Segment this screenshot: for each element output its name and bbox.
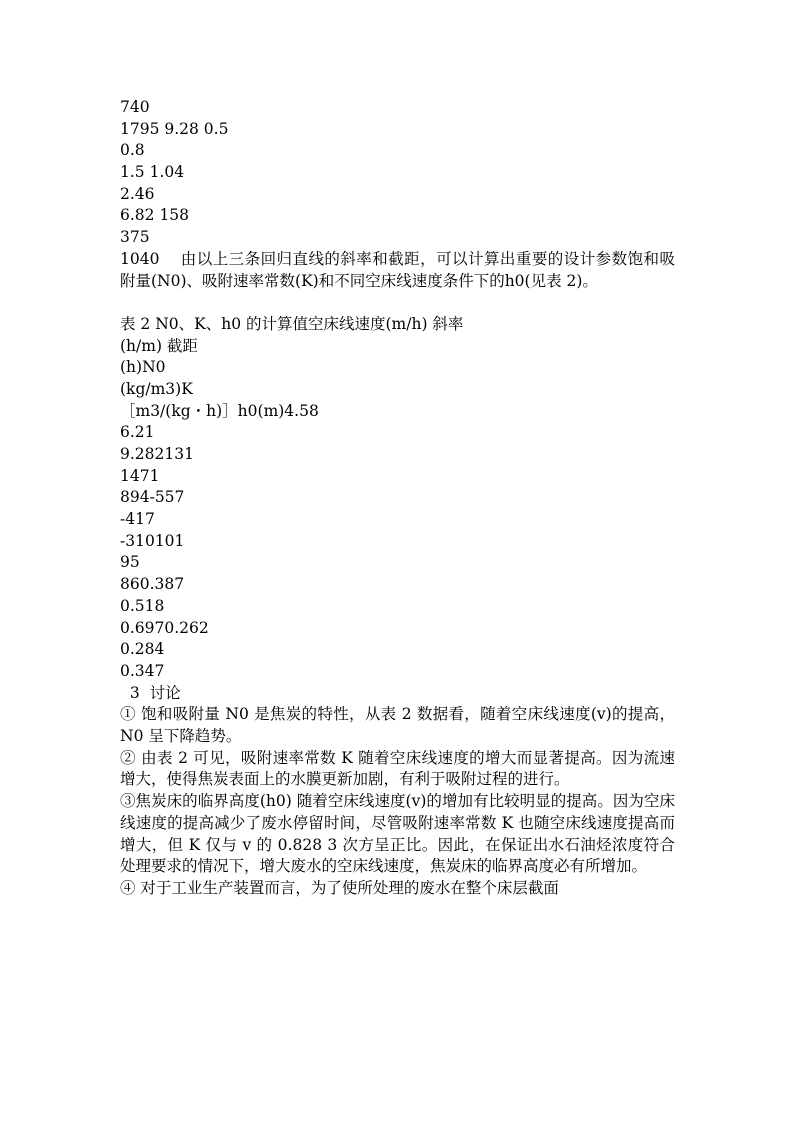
discussion-item-3: ③焦炭床的临界高度(h0) 随着空床线速度(v)的增加有比较明显的提高。因为空床线速度的提高减少了废水停留时间，尽管吸附速率常数 K 也随空床线速度提高而增大，但 K 仅与 v 的 0.828 3 次方呈正比。因此，在保证出水石油烃浓度符合处理要求的情况下，增大废水的空床线速度，焦炭床的临界高度必有所增加。 [120,792,675,876]
table-text-line: 1471 [120,466,160,485]
table-text-line: (h/m) 截距 [120,336,198,355]
text-line: 6.82 158 [120,206,190,225]
text-line: 0.8 [120,141,145,160]
table-text-line: 6.21 [120,423,155,442]
blank-line [120,292,675,314]
text-line: 1795 9.28 0.5 [120,119,229,138]
text-line: 740 [120,98,150,116]
discussion-item-4: ④ 对于工业生产装置而言，为了使所处理的废水在整个床层截面 [120,878,559,897]
table-text-line: 860.387 [120,575,185,594]
intro-paragraph: 1040 由以上三条回归直线的斜率和截距，可以计算出重要的设计参数饱和吸附量(N0)、吸附速率常数(K)和不同空床线速度条件下的h0(见表 2)。 [120,249,675,290]
table-text-line: 0.284 [120,640,165,659]
table-text-line: 95 [120,553,140,572]
table-text-line: 9.282131 [120,445,194,464]
table-text-line: ［m3/(kg・h)］h0(m)4.58 [120,401,319,420]
table-text-line: (h)N0 [120,358,166,377]
table-text-line: 0.518 [120,596,165,615]
table-text-line: -310101 [120,531,185,550]
table-text-line: 0.347 [120,661,165,680]
discussion-item-1: ① 饱和吸附量 N0 是焦炭的特性，从表 2 数据看，随着空床线速度(v)的提高，N0 呈下降趋势。 [120,705,675,745]
section-heading: 3 讨论 [120,683,181,702]
table-text-line: 0.6970.262 [120,618,209,637]
discussion-item-2: ② 由表 2 可见，吸附速率常数 K 随着空床线速度的增大而显著提高。因为流速增大，使得焦炭表面上的水膜更新加剧，有利于吸附过程的进行。 [120,748,675,789]
table-text-line: 894-557 [120,488,185,507]
table-caption: 表 2 N0、K、h0 的计算值空床线速度(m/h) 斜率 [120,314,464,333]
document-page [120,97,675,900]
text-line: 1.5 1.04 [120,163,185,182]
text-line: 2.46 [120,184,155,203]
text-line: 375 [120,228,150,247]
table-text-line: -417 [120,510,155,529]
table-text-line: (kg/m3)K [120,379,193,398]
